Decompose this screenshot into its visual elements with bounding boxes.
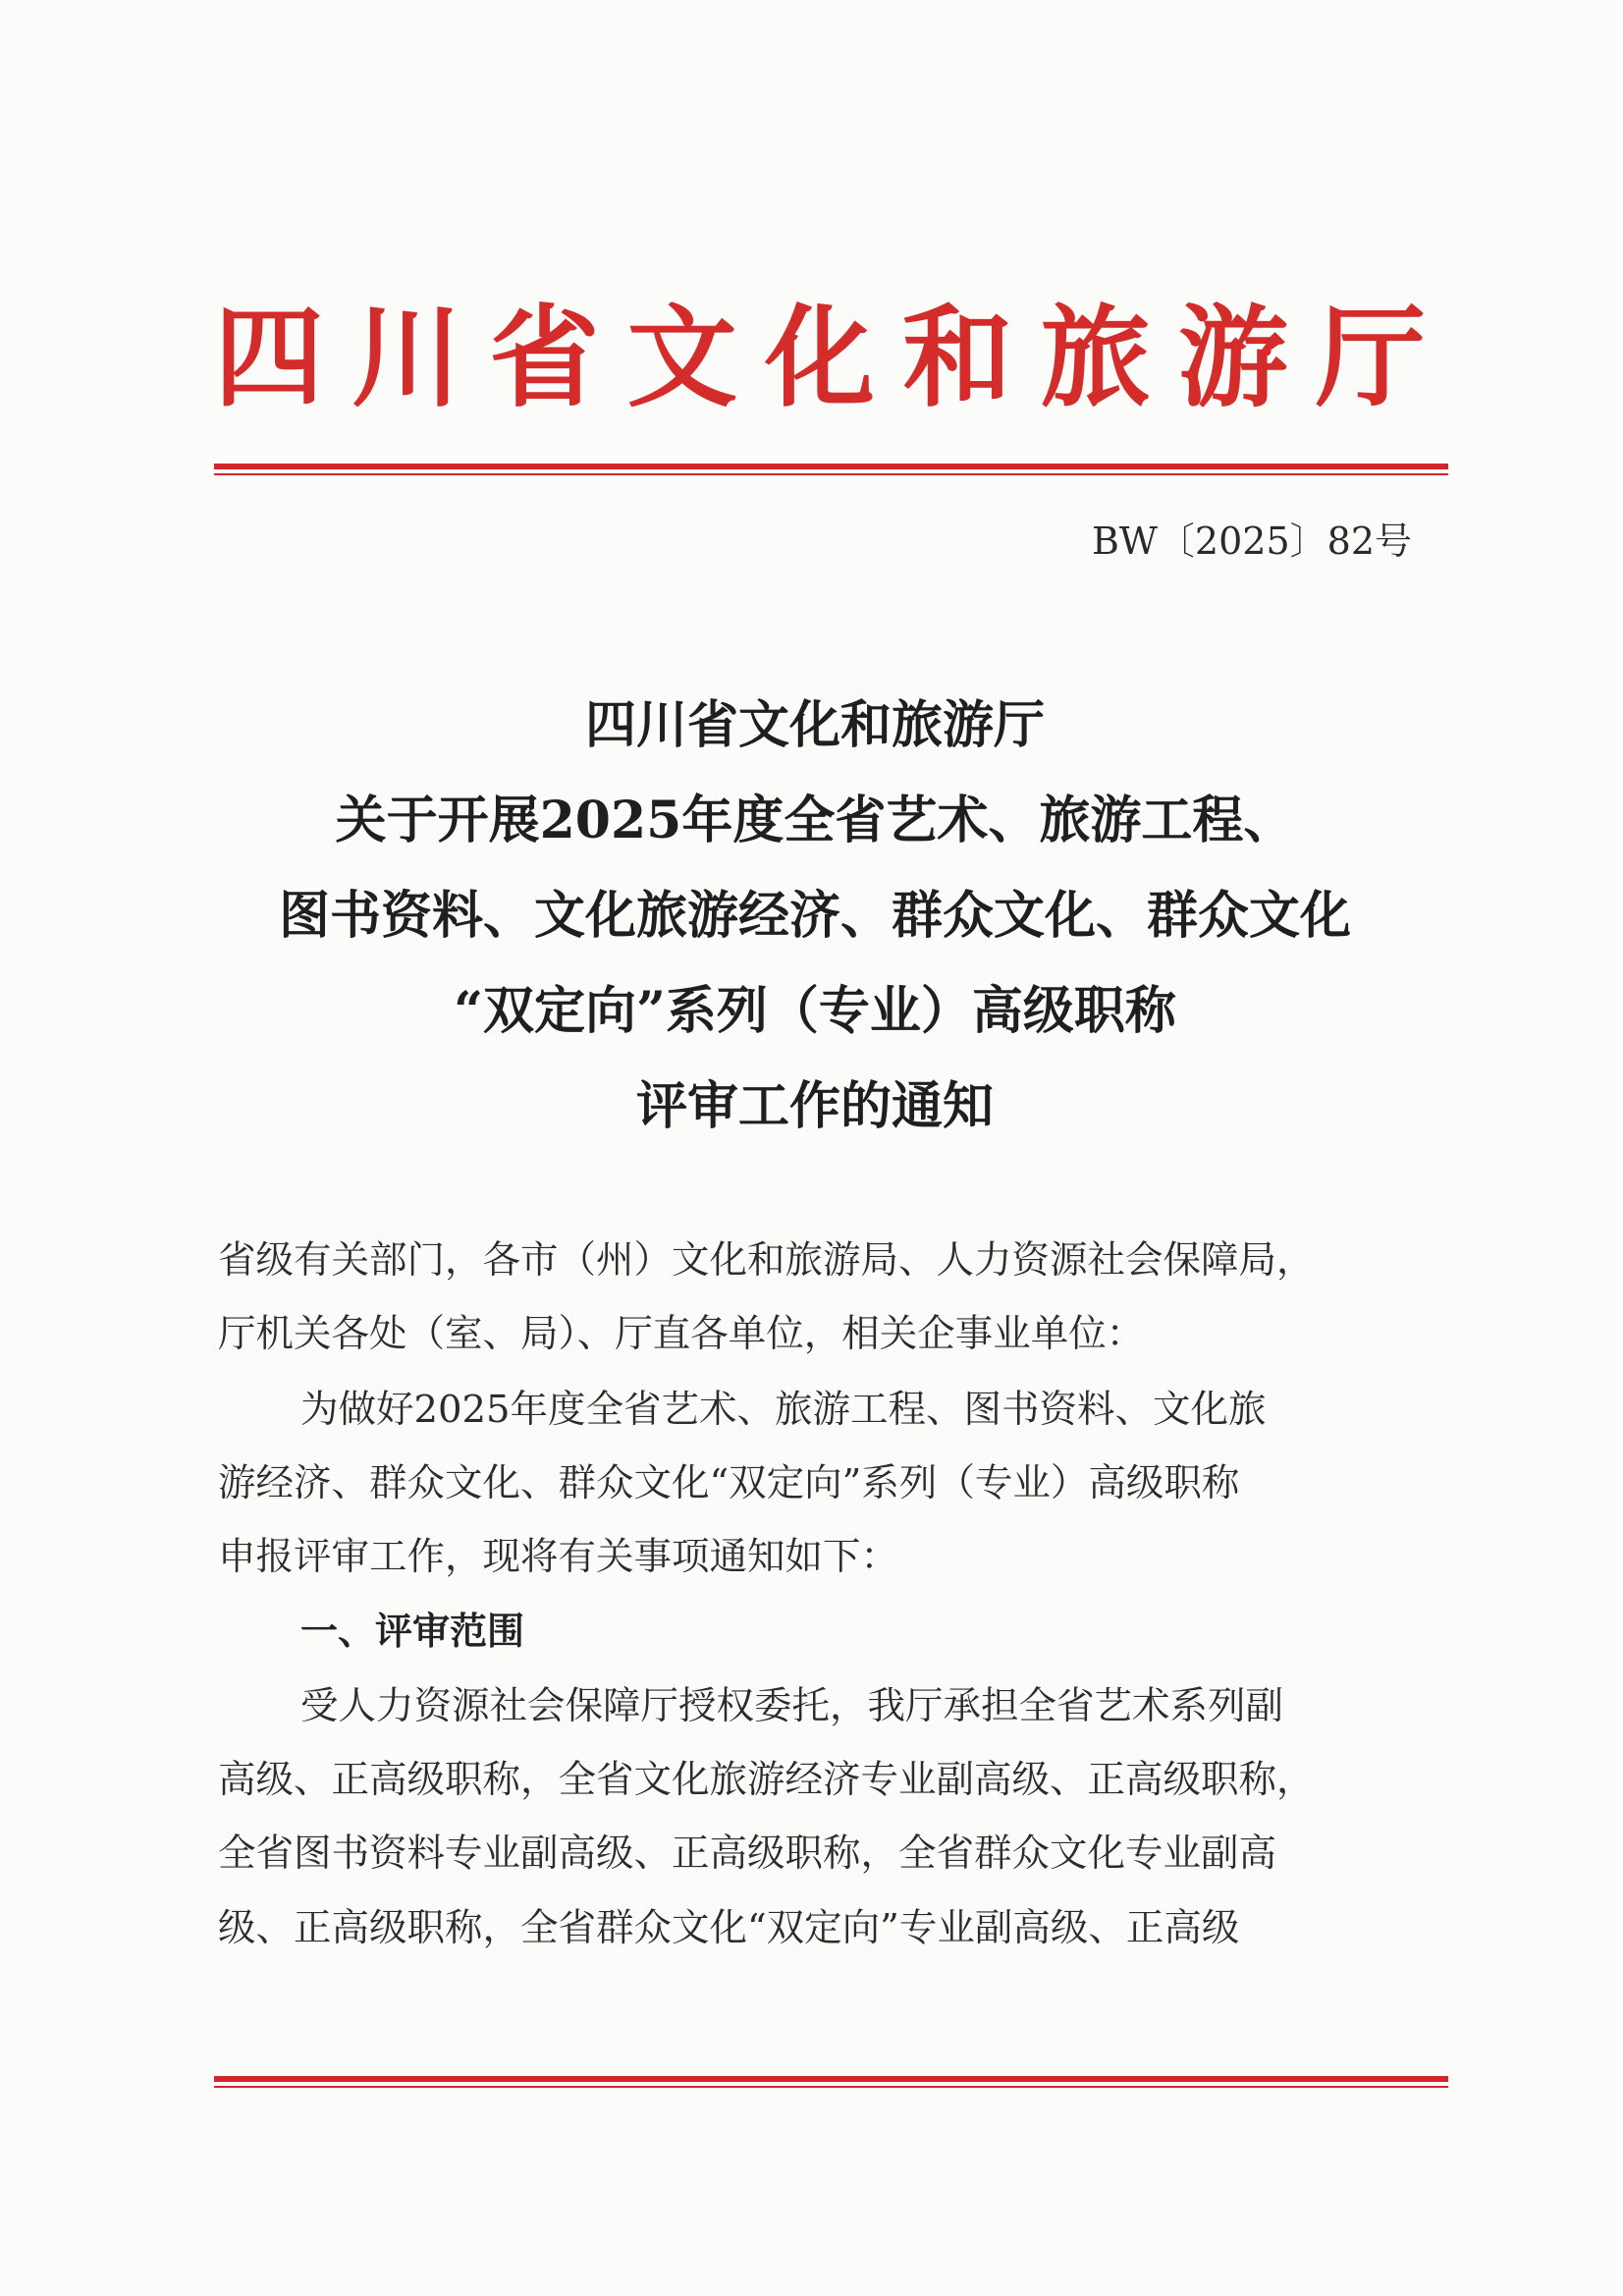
title-line: 评审工作的通知 bbox=[635, 1076, 994, 1136]
title-line: 图书资料、文化旅游经济、群众文化、群众文化 bbox=[278, 886, 1351, 946]
masthead-char: 文 bbox=[626, 294, 737, 422]
section-body-line: 受人力资源社会保障厅授权委托，我厅承担全省艺术系列副 bbox=[300, 1684, 1284, 1728]
top-red-divider bbox=[214, 464, 1448, 475]
section-body-line: 高级、正高级职称，全省文化旅游经济专业副高级、正高级职称， bbox=[218, 1758, 1315, 1802]
issuing-organization-masthead bbox=[214, 295, 1426, 422]
masthead-char: 省 bbox=[489, 294, 600, 422]
title-line: 关于开展2025年度全省艺术、旅游工程、 bbox=[335, 791, 1295, 850]
bottom-red-divider bbox=[214, 2076, 1448, 2088]
masthead-char: 四 bbox=[214, 294, 324, 422]
masthead-char: 旅 bbox=[1040, 294, 1151, 422]
masthead-char: 和 bbox=[902, 294, 1013, 422]
title-line: “双定向”系列（专业）高级职称 bbox=[454, 981, 1176, 1041]
addressee-line: 省级有关部门，各市（州）文化和旅游局、人力资源社会保障局， bbox=[218, 1238, 1315, 1283]
section-body-line: 全省图书资料专业副高级、正高级职称，全省群众文化专业副高 bbox=[218, 1831, 1277, 1876]
masthead-char: 川 bbox=[352, 294, 462, 422]
intro-line: 为做好2025年度全省艺术、旅游工程、图书资料、文化旅 bbox=[300, 1388, 1267, 1432]
intro-line: 游经济、群众文化、群众文化“双定向”系列（专业）高级职称 bbox=[218, 1461, 1240, 1505]
intro-line: 申报评审工作，现将有关事项通知如下： bbox=[218, 1535, 899, 1579]
masthead-char: 化 bbox=[765, 294, 875, 422]
addressee-line: 厅机关各处（室、局）、厅直各单位，相关企事业单位： bbox=[218, 1312, 1145, 1356]
title-line: 四川省文化和旅游厅 bbox=[584, 695, 1045, 755]
masthead-char: 厅 bbox=[1316, 294, 1426, 422]
document-number: BW〔2025〕82号 bbox=[1091, 519, 1412, 563]
masthead-char: 游 bbox=[1177, 294, 1288, 422]
section-body-line: 级、正高级职称，全省群众文化“双定向”专业副高级、正高级 bbox=[218, 1906, 1240, 1950]
section-heading: 一、评审范围 bbox=[300, 1610, 525, 1653]
document-title bbox=[206, 678, 1424, 1154]
